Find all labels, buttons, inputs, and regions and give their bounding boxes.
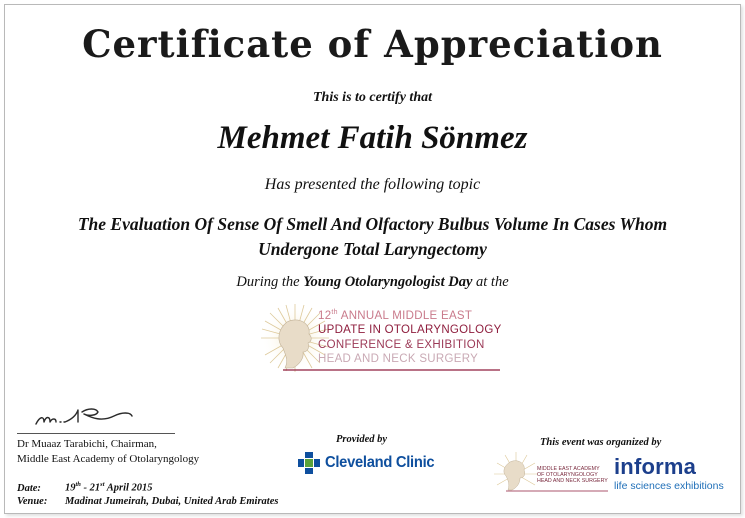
during-text [0,274,745,291]
provided-by-label: Provided by [336,434,388,445]
date-row: Date: 19th - 21st April 2015 [17,481,153,494]
presented-text: Has presented the following topic [264,176,481,193]
venue-row: Venue: Madinat Jumeirah, Dubai, United Arab Emirates [17,495,279,507]
signature-icon [32,402,142,432]
cleveland-clinic-logo [298,452,444,474]
conference-line-4: HEAD AND NECK SURGERY [318,353,479,366]
event-name: Young Otolaryngologist Day [303,274,473,290]
cleveland-clinic-name: Cleveland Clinic [325,454,435,471]
certify-text: This is to certify that [313,90,432,105]
conference-line-3: CONFERENCE & EXHIBITION [318,338,485,351]
conference-logo-text [318,306,502,367]
topic-line-2: Undergone Total Laryngectomy [258,239,487,259]
signatory-block [17,437,199,467]
academy-logo-text: MIDDLE EAST ACADEMY OF OTOLARYNGOLOGY HEAD AND NECK SURGERY [537,466,608,484]
during-suffix: at the [472,274,509,290]
conference-line-2: UPDATE IN OTOLARYNGOLOGY [318,324,502,337]
organized-by-label: This event was organized by [540,437,662,448]
signature-line [17,433,175,434]
event-details [17,478,278,508]
informa-logo: informa [614,454,697,479]
recipient-name: Mehmet Fatih Sönmez [217,120,528,156]
topic-line-1: The Evaluation Of Sense Of Smell And Olfactory Bulbus Volume In Cases Whom [77,214,668,234]
cleveland-clinic-icon [298,452,320,474]
certificate-title: Certificate of Appreciation [82,22,663,66]
informa-tagline: life sciences exhibitions [614,480,724,492]
signatory-org: Middle East Academy of Otolaryngology [17,453,200,465]
signatory-name: Dr Muaaz Tarabichi, Chairman, [17,438,157,450]
during-prefix: During the [236,274,304,290]
topic-title [20,212,725,262]
conference-line-1: 12th ANNUAL MIDDLE EAST [318,309,473,322]
